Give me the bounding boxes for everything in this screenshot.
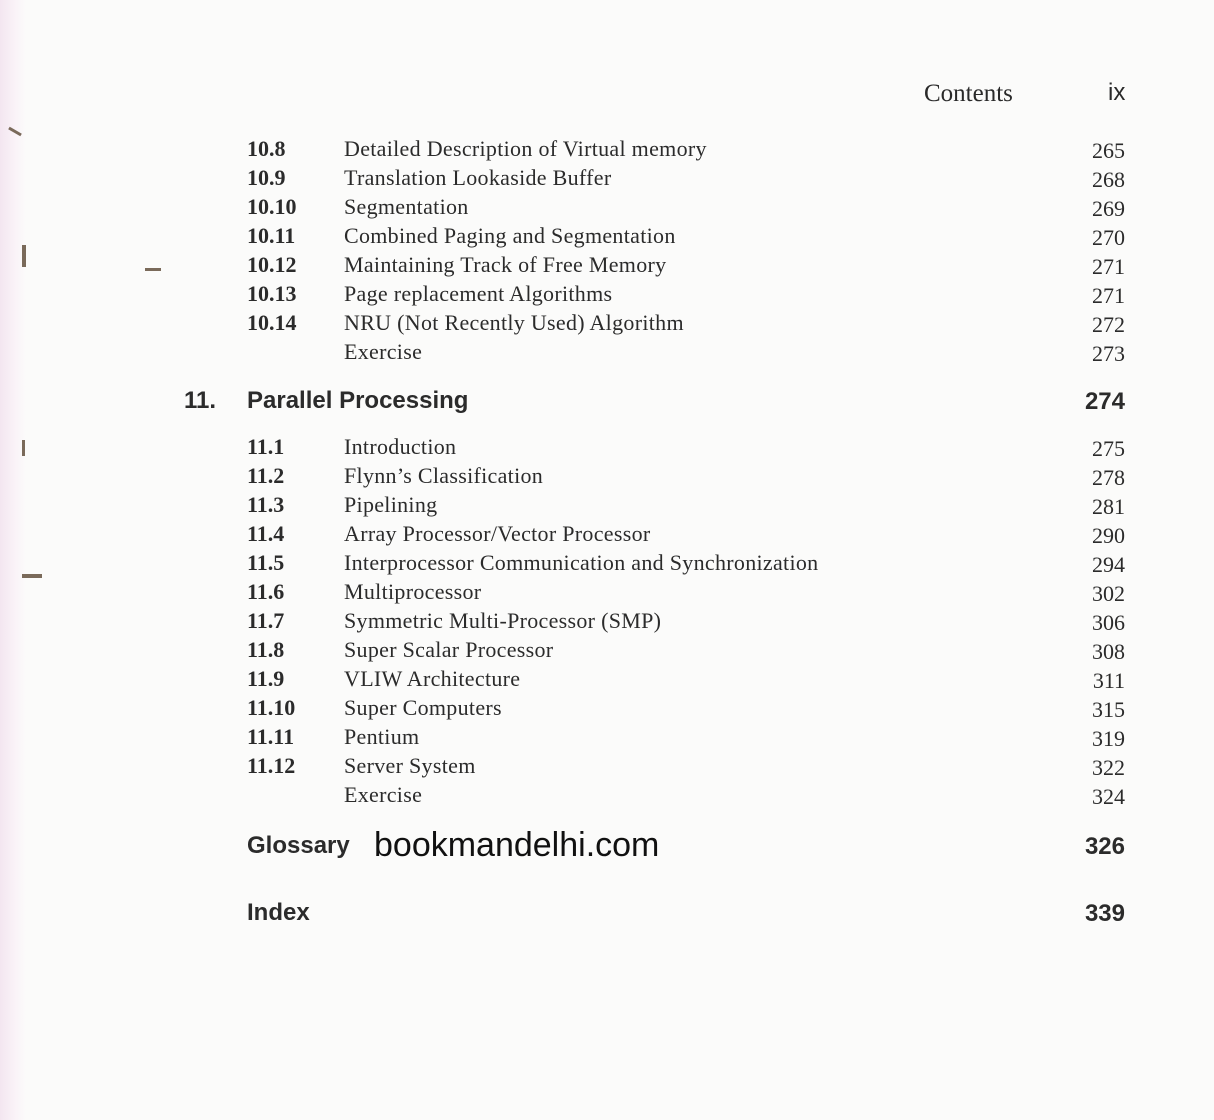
toc-entry [0, 666, 1214, 695]
toc-entry [0, 521, 1214, 550]
running-title: Contents [924, 80, 1013, 107]
entry-title: Exercise [344, 782, 423, 807]
entry-title: NRU (Not Recently Used) Algorithm [344, 310, 684, 335]
toc-entry [0, 782, 1214, 811]
entry-title: Combined Paging and Segmentation [344, 223, 676, 248]
entry-title: Maintaining Track of Free Memory [344, 252, 667, 277]
entry-page: 278 [1092, 465, 1125, 490]
toc-entry [0, 339, 1214, 368]
entry-number: 10.10 [247, 194, 297, 219]
chapter-number: 11. [184, 387, 217, 414]
toc-entry [0, 753, 1214, 782]
entry-page: 322 [1092, 755, 1125, 780]
entry-page: 271 [1092, 254, 1125, 279]
index-page: 339 [1084, 900, 1125, 927]
page-number: ix [1108, 79, 1126, 106]
entry-page: 315 [1092, 697, 1125, 722]
entry-number: 11.8 [247, 637, 285, 662]
entry-number: 11.3 [247, 492, 285, 517]
toc-entry [0, 434, 1214, 463]
entry-number: 11.12 [247, 753, 296, 778]
entry-number: 11.11 [247, 724, 295, 749]
entry-page: 290 [1092, 523, 1125, 548]
toc-entry [0, 463, 1214, 492]
entry-number: 11.2 [247, 463, 285, 488]
chapter-title: Parallel Processing [247, 387, 469, 414]
entry-number: 10.9 [247, 165, 286, 190]
entry-page: 311 [1092, 668, 1125, 693]
toc-entry [0, 223, 1214, 252]
entry-page: 302 [1092, 581, 1125, 606]
watermark-text: bookmandelhi.com [374, 826, 660, 864]
toc-entry [0, 194, 1214, 223]
toc-entry [0, 136, 1214, 165]
entry-page: 319 [1092, 726, 1125, 751]
entry-number: 11.5 [247, 550, 285, 575]
entry-title: Interprocessor Communication and Synchronization [344, 550, 819, 575]
entry-page: 268 [1092, 167, 1125, 192]
entry-page: 275 [1092, 436, 1125, 461]
entry-page: 270 [1092, 225, 1125, 250]
entry-title: Array Processor/Vector Processor [344, 521, 651, 546]
entry-title: Super Computers [344, 695, 502, 720]
toc-entry [0, 608, 1214, 637]
toc-entry [0, 252, 1214, 281]
entry-title: Translation Lookaside Buffer [344, 165, 612, 190]
toc-entry [0, 579, 1214, 608]
entry-title: Server System [344, 753, 476, 778]
entry-number: 11.9 [247, 666, 285, 691]
entry-number: 11.4 [247, 521, 285, 546]
entry-title: VLIW Architecture [344, 666, 521, 691]
entry-page: 308 [1092, 639, 1125, 664]
entry-page: 269 [1092, 196, 1125, 221]
entry-page: 265 [1092, 138, 1125, 163]
toc-entry [0, 492, 1214, 521]
entry-title: Page replacement Algorithms [344, 281, 613, 306]
entry-title: Pentium [344, 724, 420, 749]
chapter-page: 274 [1084, 388, 1125, 415]
entry-title: Multiprocessor [344, 579, 482, 604]
entry-title: Introduction [344, 434, 457, 459]
entry-page: 306 [1092, 610, 1125, 635]
entry-page: 272 [1092, 312, 1125, 337]
entry-title: Segmentation [344, 194, 469, 219]
glossary-title: Glossary [247, 832, 350, 859]
entry-number: 10.11 [247, 223, 296, 248]
entry-page: 281 [1092, 494, 1125, 519]
toc-entry [0, 310, 1214, 339]
index-title: Index [247, 899, 310, 926]
entry-page: 324 [1092, 784, 1125, 809]
entry-title: Flynn’s Classification [344, 463, 544, 488]
entry-title: Symmetric Multi-Processor (SMP) [344, 608, 662, 633]
entry-title: Exercise [344, 339, 423, 364]
toc-entry [0, 724, 1214, 753]
entry-number: 11.6 [247, 579, 285, 604]
entry-number: 11.1 [247, 434, 285, 459]
toc-entry [0, 695, 1214, 724]
toc-entry [0, 550, 1214, 579]
chapter-heading [0, 387, 1214, 421]
toc-entry [0, 281, 1214, 310]
entry-page: 294 [1092, 552, 1125, 577]
entry-title: Super Scalar Processor [344, 637, 554, 662]
entry-title: Pipelining [344, 492, 438, 517]
entry-number: 10.12 [247, 252, 297, 277]
glossary-page: 326 [1084, 833, 1125, 860]
index-heading [0, 899, 1214, 933]
toc-entry [0, 165, 1214, 194]
entry-page: 273 [1092, 341, 1125, 366]
entry-number: 11.10 [247, 695, 296, 720]
entry-number: 11.7 [247, 608, 285, 633]
entry-title: Detailed Description of Virtual memory [344, 136, 707, 161]
toc-entry [0, 637, 1214, 666]
entry-number: 10.14 [247, 310, 297, 335]
entry-page: 271 [1092, 283, 1125, 308]
entry-number: 10.8 [247, 136, 286, 161]
entry-number: 10.13 [247, 281, 297, 306]
